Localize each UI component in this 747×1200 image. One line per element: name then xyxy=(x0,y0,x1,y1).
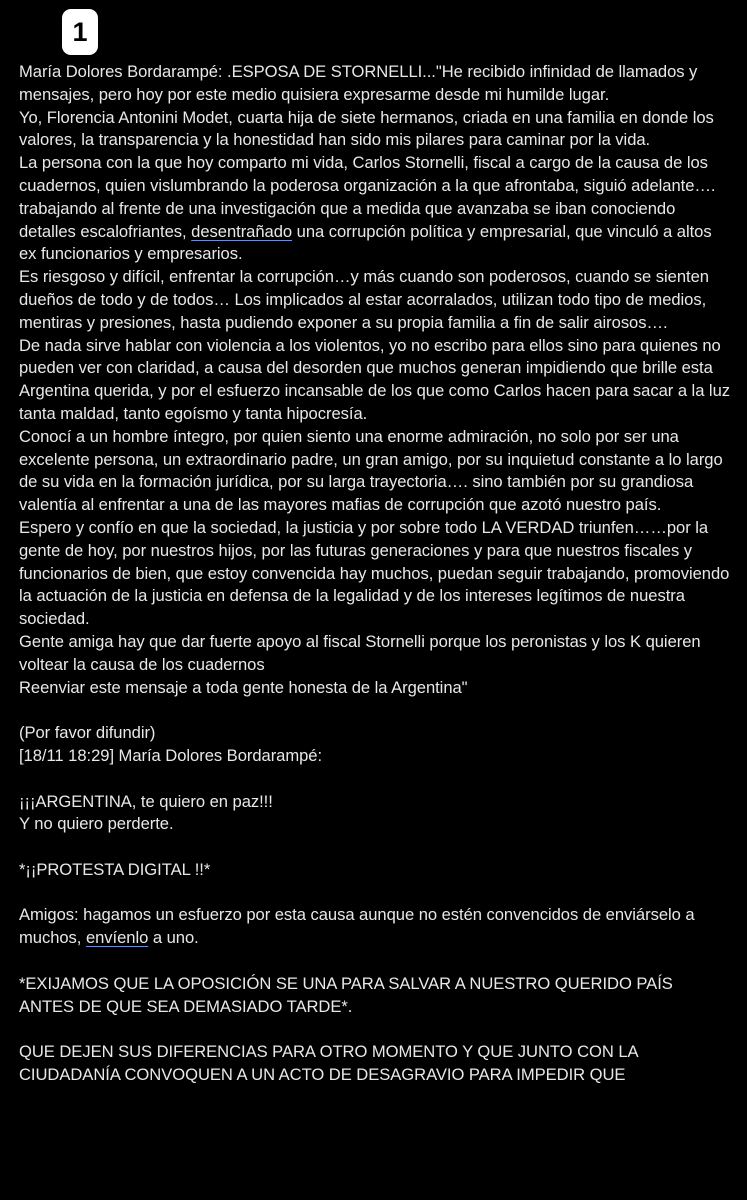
page-number-badge: 1 xyxy=(62,9,98,55)
paragraph-9: (Por favor difundir) xyxy=(19,723,156,743)
paragraph-16: QUE DEJEN SUS DIFERENCIAS PARA OTRO MOMENTO Y QUE JUNTO CON LA CIUDADANÍA CONVOQUEN A UN ACTO DE DESAGRAVIO PARA IMPEDIR QUE xyxy=(19,1042,638,1085)
paragraph-2 xyxy=(19,152,731,266)
message-intro: María Dolores Bordarampé: .ESPOSA DE STORNELLI..."He recibido infinidad de llamados y mensajes, pero hoy por este medio quisiera expresarme desde mi humilde lugar. xyxy=(19,62,698,104)
paragraph-4: De nada sirve hablar con violencia a los violentos, yo no escribo para ellos sino para quienes no pueden ver con claridad, a causa del desorden que muchos generan impidiendo que brille esta Argentina querida, y por el esfuerzo incansable de los que como Carlos hacen para sacar a la luz tanta maldad, tanto egoísmo y tanta hipocresía. xyxy=(19,335,730,423)
paragraph-2-text-end: una corrupción política y empresarial, que vinculó a altos ex funcionarios y empresarios. xyxy=(19,221,712,264)
message-timestamp-line: [18/11 18:29] María Dolores Bordarampé: xyxy=(19,745,323,765)
paragraph-11: ¡¡¡ARGENTINA, te quiero en paz!!! xyxy=(19,791,273,811)
blank-line xyxy=(19,836,731,859)
paragraph-15: *EXIJAMOS QUE LA OPOSICIÓN SE UNA PARA SALVAR A NUESTRO QUERIDO PAÍS ANTES DE QUE SEA DEMASIADO TARDE*. xyxy=(19,973,673,1016)
message-body xyxy=(19,61,731,1087)
paragraph-2-text-start: La persona con la que hoy comparto mi vida, Carlos Stornelli, fiscal a cargo de la causa de los cuadernos, quien vislumbrando la poderosa organización a la que afrontaba, siguió adelante…. trabajando al frente de una investigación que a medida que avanzaba se iban conociendo detalles escalofriantes, xyxy=(19,153,716,241)
paragraph-5: Conocí a un hombre íntegro, por quien siento una enorme admiración, no solo por ser una excelente persona, un extraordinario padre, un gran amigo, por su inquietud constante a lo largo de su vida en la formación jurídica, por su larga trayectoria…. sino también por su grandiosa valentía al enfrentar a una de las mayores mafias de corrupción que azotó nuestro país. xyxy=(19,426,723,515)
spellcheck-word-envienlo[interactable]: envíenlo xyxy=(85,928,149,948)
paragraph-12: Y no quiero perderte. xyxy=(19,814,174,834)
paragraph-1: Yo, Florencia Antonini Modet, cuarta hija de siete hermanos, criada en una familia en donde los valores, la transparencia y la honestidad han sido mis pilares para caminar por la vida. xyxy=(19,107,714,150)
blank-line xyxy=(19,768,731,791)
blank-line xyxy=(19,882,731,905)
blank-line xyxy=(19,950,731,973)
paragraph-14 xyxy=(19,904,731,950)
spellcheck-word-desentranado[interactable]: desentrañado xyxy=(191,221,293,241)
blank-line xyxy=(19,699,731,722)
paragraph-3: Es riesgoso y difícil, enfrentar la corrupción…y más cuando son poderosos, cuando se sienten dueños de todo y de todos… Los implicados al estar acorralados, utilizan todo tipo de medios, mentiras y presiones, hasta pudiendo exponer a su propia familia a fin de salir airosos…. xyxy=(19,267,709,332)
blank-line xyxy=(19,1018,731,1041)
paragraph-13: *¡¡PROTESTA DIGITAL !!* xyxy=(19,859,211,879)
paragraph-14-text-end: a uno. xyxy=(148,928,199,948)
paragraph-14-text-start: Amigos: hagamos un esfuerzo por esta causa aunque no estén convencidos de enviárselo a muchos, xyxy=(19,905,695,948)
paragraph-6: Espero y confío en que la sociedad, la justicia y por sobre todo LA VERDAD triunfen……por la gente de hoy, por nuestros hijos, por las futuras generaciones y para que nuestros fiscales y funcionarios de bien, que estoy convencida hay muchos, puedan seguir trabajando, promoviendo la actuación de la justicia en defensa de la legalidad y de los intereses legítimos de nuestra sociedad. xyxy=(19,517,730,629)
paragraph-8: Reenviar este mensaje a toda gente honesta de la Argentina" xyxy=(19,677,468,697)
paragraph-7: Gente amiga hay que dar fuerte apoyo al fiscal Stornelli porque los peronistas y los K quieren voltear la causa de los cuadernos xyxy=(19,631,701,674)
